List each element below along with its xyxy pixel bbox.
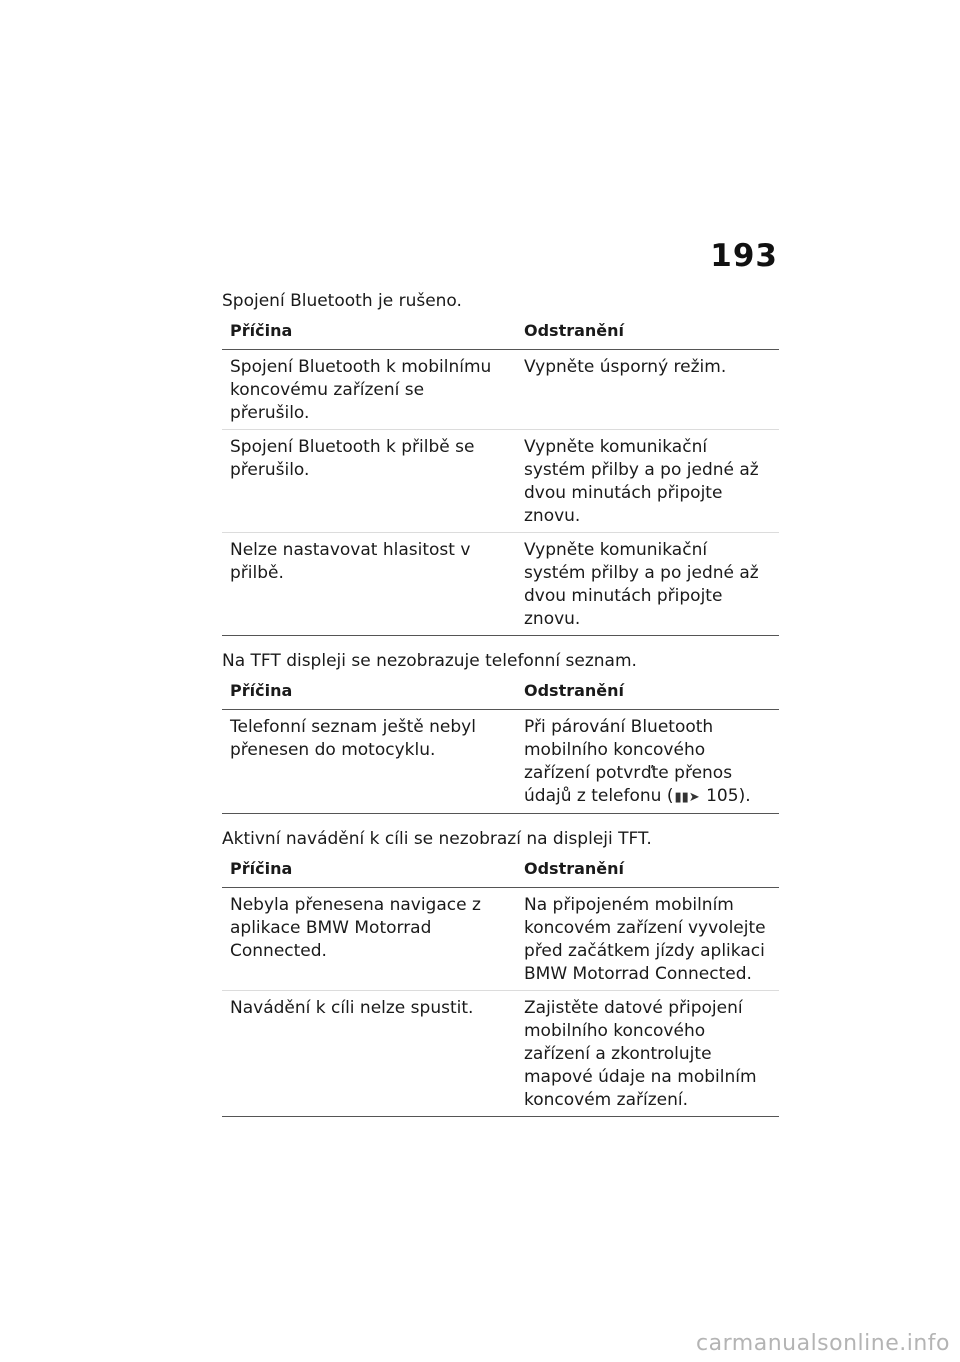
header-remedy: Odstranění <box>516 853 779 888</box>
remedy-cell <box>516 710 779 814</box>
header-cause: Příčina <box>222 853 516 888</box>
cause-cell: Nebyla přenesena navigace z aplikace BMW Motorrad Connected. <box>222 888 516 991</box>
remedy-text-end: ). <box>738 786 751 806</box>
cause-cell: Spojení Bluetooth k přilbě se přerušilo. <box>222 430 516 533</box>
section-title: Na TFT displeji se nezobrazuje telefonní seznam. <box>222 651 637 671</box>
section-title: Spojení Bluetooth je rušeno. <box>222 291 462 311</box>
remedy-text: Při párování Bluetooth mobilního koncového zařízení potvrďte přenos údajů z telefonu ( <box>524 717 733 806</box>
table-row <box>222 430 779 533</box>
header-cause: Příčina <box>222 675 516 710</box>
table-header-row <box>222 315 779 350</box>
remedy-cell: Na připojeném mobilním koncovém zařízení vyvolejte před začátkem jízdy aplikaci BMW Motorrad Connected. <box>516 888 779 991</box>
page-number: 193 <box>710 238 778 274</box>
troubleshooting-section-navigation <box>222 828 779 1117</box>
troubleshooting-table <box>222 675 779 814</box>
page-reference-arrow-icon: ▮▮➤ <box>674 790 700 805</box>
cause-cell: Telefonní seznam ještě nebyl přenesen do motocyklu. <box>222 710 516 814</box>
table-row <box>222 888 779 991</box>
table-row <box>222 710 779 814</box>
cause-cell: Navádění k cíli nelze spustit. <box>222 991 516 1117</box>
header-remedy: Odstranění <box>516 675 779 710</box>
watermark: carmanualsonline.info <box>696 1331 950 1356</box>
header-remedy: Odstranění <box>516 315 779 350</box>
page-content <box>222 290 779 1131</box>
table-row <box>222 991 779 1117</box>
remedy-cell: Zajistěte datové připojení mobilního koncového zařízení a zkontrolujte mapové údaje na mobilním koncovém zařízení. <box>516 991 779 1117</box>
troubleshooting-table <box>222 853 779 1117</box>
cause-cell: Nelze nastavovat hlasitost v přilbě. <box>222 533 516 636</box>
table-header-row <box>222 675 779 710</box>
header-cause: Příčina <box>222 315 516 350</box>
remedy-cell: Vypněte úsporný režim. <box>516 350 779 430</box>
table-header-row <box>222 853 779 888</box>
table-row <box>222 533 779 636</box>
troubleshooting-section-phonebook <box>222 650 779 814</box>
section-title: Aktivní navádění k cíli se nezobrazí na displeji TFT. <box>222 829 652 849</box>
page-reference-link[interactable]: 105 <box>706 786 739 806</box>
troubleshooting-section-bluetooth <box>222 290 779 636</box>
remedy-cell: Vypněte komunikační systém přilby a po jedné až dvou minutách připojte znovu. <box>516 533 779 636</box>
table-row <box>222 350 779 430</box>
remedy-cell: Vypněte komunikační systém přilby a po jedné až dvou minutách připojte znovu. <box>516 430 779 533</box>
cause-cell: Spojení Bluetooth k mobilnímu koncovému zařízení se přerušilo. <box>222 350 516 430</box>
troubleshooting-table <box>222 315 779 636</box>
